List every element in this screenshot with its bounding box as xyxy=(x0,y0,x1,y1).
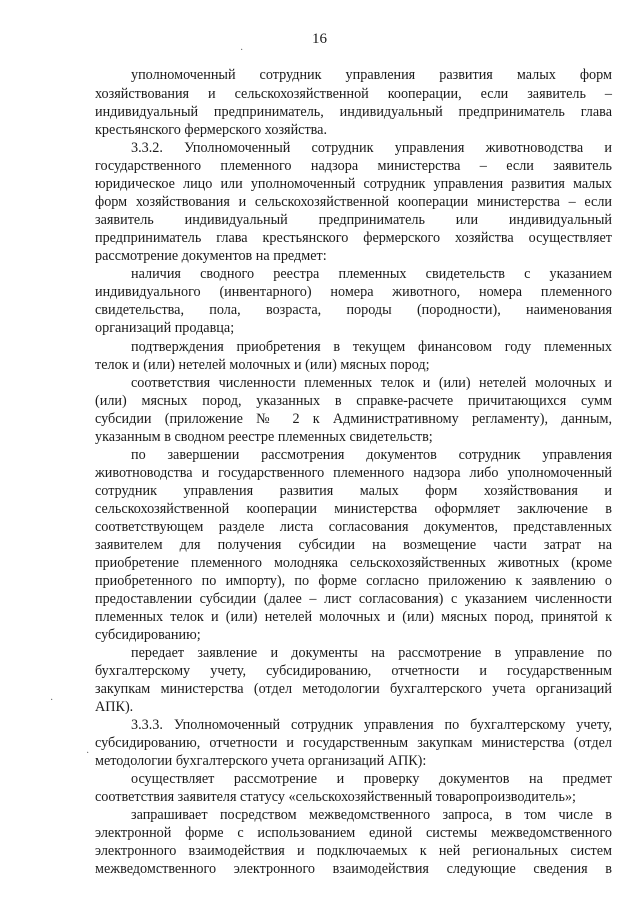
text-line: электронной форме с использованием единой системы межведомственного xyxy=(95,825,612,841)
scan-speck: · xyxy=(50,695,54,706)
text-line: уполномоченный сотрудник управления развития малых форм xyxy=(131,67,612,83)
scan-speck: · xyxy=(86,748,90,759)
text-line: субсидии (приложение № 2 к Административному регламенту), данным, xyxy=(95,411,612,427)
text-line: государственного племенного надзора министерства – если заявитель xyxy=(95,158,612,174)
text-line: свидетельства, пола, возраста, породы (породности), наименования xyxy=(95,302,612,318)
text-line: по завершении рассмотрения документов сотрудник управления xyxy=(131,447,612,463)
text-line: методологии бухгалтерского учета организаций АПК): xyxy=(95,753,427,769)
text-line: закупкам министерства (отдел методологии бухгалтерского учета организаций xyxy=(95,681,612,697)
text-line: (или) мясных пород, указанных в справке-расчете причитающихся сумм xyxy=(95,393,612,409)
text-line: юридическое лицо или уполномоченный сотрудник управления развития малых xyxy=(95,176,612,192)
text-line: электронного взаимодействия и подключаемых к ней региональных систем xyxy=(95,843,612,859)
text-line: 3.3.2. Уполномоченный сотрудник управления животноводства и xyxy=(131,140,612,156)
text-line: крестьянского фермерского хозяйства. xyxy=(95,122,328,138)
text-line: приобретенного по импорту), по форме согласно приложению к заявлению о xyxy=(95,573,612,589)
text-line: телок и (или) нетелей молочных и (или) мясных пород; xyxy=(95,357,430,373)
text-line: субсидированию; xyxy=(95,627,201,643)
text-line: межведомственного электронного взаимодействия следующие сведения в xyxy=(95,861,612,877)
text-line: АПК). xyxy=(95,699,134,715)
text-line: соответствия численности племенных телок и (или) нетелей молочных и xyxy=(131,375,612,391)
text-line: наличия сводного реестра племенных свидетельств с указанием xyxy=(131,266,612,282)
text-line: соответствующем разделе листа согласования документов, представленных xyxy=(95,519,612,535)
text-line: индивидуального (инвентарного) номера животного, номера племенного xyxy=(95,284,612,300)
text-line: субсидированию, отчетности и государственным закупкам министерства (отдел xyxy=(95,735,612,751)
text-line: соответствия заявителя статусу «сельскохозяйственный товаропроизводитель»; xyxy=(95,789,576,805)
text-line: 3.3.3. Уполномоченный сотрудник управления по бухгалтерскому учету, xyxy=(131,717,612,733)
text-line: заявитель индивидуальный предприниматель или индивидуальный xyxy=(95,212,612,228)
text-line: подтверждения приобретения в текущем финансовом году племенных xyxy=(131,339,612,355)
text-line: предприниматель глава крестьянского фермерского хозяйства осуществляет xyxy=(95,230,612,246)
text-line: предоставлении субсидии (далее – лист согласования) с указанием численности xyxy=(95,591,612,607)
text-line: заявителем для получения субсидии на возмещение части затрат на xyxy=(95,537,612,553)
text-line: указанным в сводном реестре племенных свидетельств; xyxy=(95,429,433,445)
text-line: сельскохозяйственной кооперации министерства оформляет заключение в xyxy=(95,501,612,517)
page-number: 16 xyxy=(312,31,327,47)
text-line: сотрудник управления развития малых форм хозяйствования и xyxy=(95,483,612,499)
text-line: приобретение племенного молодняка сельскохозяйственных животных (кроме xyxy=(95,555,612,571)
text-line: осуществляет рассмотрение и проверку документов на предмет xyxy=(131,771,612,787)
text-line: рассмотрение документов на предмет: xyxy=(95,248,327,264)
text-line: животноводства и государственного племенного надзора либо уполномоченный xyxy=(95,465,612,481)
text-line: бухгалтерскому учету, субсидированию, отчетности и государственным xyxy=(95,663,612,679)
scan-speck: · xyxy=(240,45,244,56)
text-line: передает заявление и документы на рассмотрение в управление по xyxy=(131,645,612,661)
text-line: племенных телок и (или) нетелей молочных и (или) мясных пород, принятой к xyxy=(95,609,612,625)
text-line: хозяйствования и сельскохозяйственной кооперации, если заявитель – xyxy=(95,86,612,102)
text-line: индивидуальный предприниматель, индивидуальный предприниматель глава xyxy=(95,104,612,120)
text-line: запрашивает посредством межведомственного запроса, в том числе в xyxy=(131,807,612,823)
text-line: форм хозяйствования и сельскохозяйственной кооперации министерства – если xyxy=(95,194,612,210)
text-line: организаций продавца; xyxy=(95,320,235,336)
